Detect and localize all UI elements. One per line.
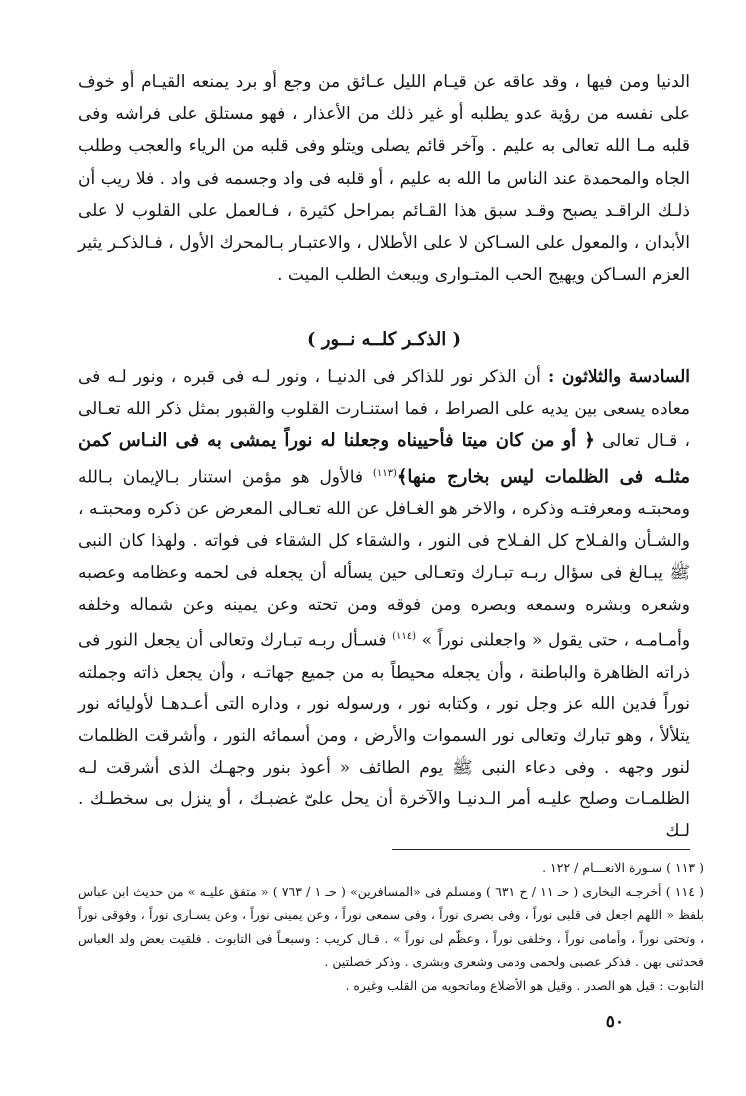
quran-verse: ﴿ أو من كان ميتا فأحييناه وجعلنا له نوراً يمشى به فى النـاس كمن مثلـه فى الظلمات ليس بخارج منها﴾: [78, 430, 690, 488]
footnotes: [78, 856, 704, 997]
footnote-113: ( ١١٣ ) سـورة الانعـــام / ١٢٢ .: [542, 860, 704, 875]
section-heading: ( الذكـر كلــه نــور ): [306, 329, 462, 350]
intro-paragraph: الدنيا ومن فيها ، وقد عاقه عن قيـام الليل عـائق من وجع أو برد يمنعه القيـام أو خوف على نفسه من رؤية عدو يطلبه أو غير ذلك من الأعذار ، فهو مستلق على فراشه وفى قلبه مـا الله تعالى به عليم . وآخر قائم يصلى ويتلو وفى قلبه من الرياء والعجب وطلب الجاه والمحمدة عند الناس ما الله به عليم ، أو قلبه فى واد وجسمه فى واد . فلا ريب أن ذلـك الراقـد يصبح وقـد سبق هذا القـائم بمراحل كثيرة ، فـالعمل على القلوب لا على الأبدان ، والمعول على السـاكن لا على الأطلال ، والاعتبـار بـالمحرك الأول ، فـالذكـر يثير العزم السـاكن ويهيج الحب المتـوارى ويبعث الطلب الميت .: [78, 72, 690, 286]
intro-text-block: [78, 66, 690, 291]
section-lead: السادسة والثلاثون :: [547, 367, 690, 387]
footnote-gloss: التابوت : قيل هو الصدر . وقيل هو الأضلاع وماتحويه من القلب وغيره .: [345, 977, 704, 993]
section-body: [78, 362, 690, 848]
footnote-114: ( ١١٤ ) أخرجـه البخارى ( حـ ١١ / ح ٦٣١ ) ومسلم فى «المسافرين» ( حـ ١ / ٧٦٣ ) « متفق عليـه » من حديث ابن عباس بلفظ « اللهم اجعل فى قلبى نوراً ، وفى بصرى نوراً ، وفى سمعى نوراً ، وعن يمينى نوراً ، وعن يسـارى نوراً ، وفوقى نوراً ، وتحتى نوراً ، وأمامى نوراً ، وخلفى نوراً ، وعظّم لى نوراً » . قـال كريب : وسبعـاً فى التابوت . فلقيت بعض ولد العباس فحدثنى بهن . فذكر عصبى ولحمى ودمى وشعرى وبشرى . وذكر خصلتين .: [78, 883, 705, 969]
section-text-part1: أن الذكر نور للذاكر فى الدنيـا ، ونور لـه فى قبره ، ونور لـه فى معاده يسعى بين يديه على الصراط ، فما استنـارت القلوب والقبور بمثل ذكر الله تعـالى ، قـال تعالى: [78, 367, 691, 452]
footnote-ref-114: (١١٤): [392, 631, 417, 643]
page-number: ٥٠: [605, 1012, 624, 1032]
footnote-ref-113: (١١٣): [372, 468, 397, 480]
section-text-part3: فسـأل ربـه تبـارك وتعالى أن يجعل النور فى ذراته الظاهرة والباطنة ، وأن يجعله محيطاً به من جميع جهاتـه ، وأن يجعل ذاته وجملته نوراً فدين الله عز وجل نور ، وكتابه نور ، ورسوله نور ، وداره التى أعـدهـا لأوليائه نور يتلألأ ، وهو تبارك وتعالى نور السموات والأرض ، ومن أسمائه النور ، وأشرقت الظلمات لنور وجهه . وفى دعاء النبى ﷺ يوم الطائف « أعوذ بنور وجهـك الذى أشرقت لـه الظلمـات وصلح عليـه أمر الـدنيـا والآخرة أن يحل علىّ غضبـك ، أو ينزل بى سخطـك . لـك: [78, 630, 690, 842]
section-text-part2: فالأول هو مؤمن استنار بـالإيمان بـالله ومحبتـه ومعرفتـه وذكره ، والاخر هو الغـافل عن الله تعـالى المعرض عن ذكره ومحبتـه ، والشـأن والفـلاح كل الفـلاح فى النور ، والشقاء كل الشقاء فى فواته . ولهذا كان النبى ﷺ يبـالغ فى سؤال ربـه تبـارك وتعـالى حين يسأله أن يجعله فى لحمه وعظامه وعصبه وشعره وبشره وسمعه وبصره ومن فوقه ومن تحته وعن يمينه وعن شماله وخلفه وأمـامـه ، حتى يقول « واجعلنى نوراً »: [78, 467, 691, 651]
footnote-divider: [392, 849, 690, 850]
